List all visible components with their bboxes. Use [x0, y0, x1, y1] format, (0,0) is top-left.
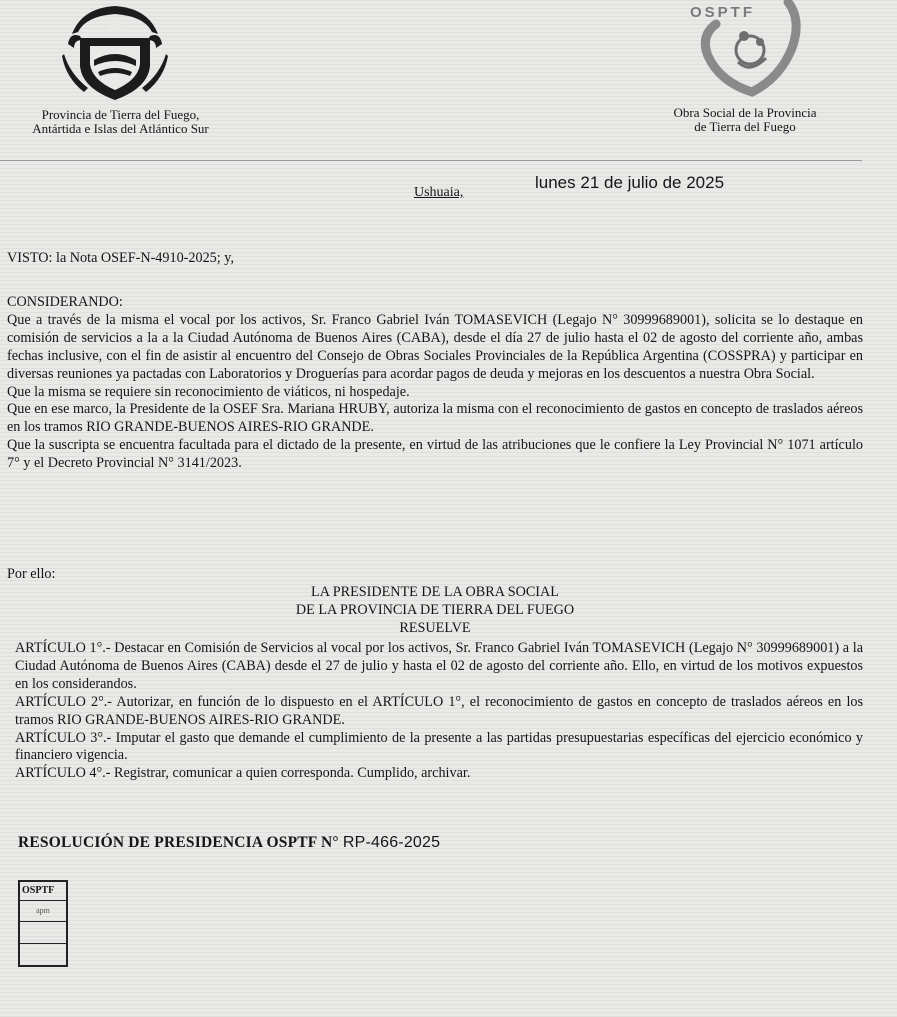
osptf-logo-text: OSPTF	[690, 4, 756, 21]
osptf-logo	[680, 0, 810, 100]
considerando-paragraph: Que en ese marco, la Presidente de la OSEF Sra. Mariana HRUBY, autoriza la misma con el reconocimiento de gastos en concepto de traslados aéreos en los tramos RIO GRANDE-BUENOS AIRES-RIO GRANDE.	[7, 401, 863, 436]
considerando-paragraph: Que a través de la misma el vocal por los activos, Sr. Franco Gabriel Iván TOMASEVICH (Legajo N° 30999689001), solicita se lo destaque en comisión de servicios a la a la Ciudad Autónoma de Buenos Aires (CABA), desde el día 27 de julio hasta el 02 de agosto del corriente año, ambas fechas inclusive, con el fin de asistir al encuentro del Consejo de Obras Sociales Provinciales de la República Argentina (COSSPRA) y participar en diversas reuniones ya pactadas con Laboratorios y Droguerías para acordar pagos de deuda y mejoras en los descuentos a nuestra Obra Social.	[7, 311, 863, 382]
stamp-signature: apm	[20, 901, 66, 922]
os-caption-line1: Obra Social de la Provincia	[673, 105, 817, 120]
stamp-empty-cell	[20, 922, 66, 944]
stamp-header: OSPTF	[20, 882, 66, 901]
place: Ushuaia,	[414, 185, 464, 200]
articulos-section	[15, 640, 863, 783]
por-ello	[7, 566, 863, 584]
province-caption	[8, 108, 233, 136]
authority-line1: LA PRESIDENTE DE LA OBRA SOCIAL	[311, 584, 559, 600]
obra-social-caption	[650, 106, 840, 134]
por-ello-text: Por ello:	[7, 566, 56, 582]
province-coat-of-arms	[60, 4, 170, 104]
header-divider	[0, 160, 862, 161]
visto-text: VISTO: la Nota OSEF-N-4910-2025; y,	[7, 250, 234, 266]
authority-block	[0, 584, 870, 638]
province-caption-line1: Provincia de Tierra del Fuego,	[41, 107, 200, 122]
resuelve-heading: RESUELVE	[399, 619, 471, 636]
authority-line2: DE LA PROVINCIA DE TIERRA DEL FUEGO	[295, 601, 575, 618]
province-caption-line2: Antártida e Islas del Atlántico Sur	[32, 121, 209, 136]
articulo-4: ARTÍCULO 4°.- Registrar, comunicar a quien corresponda. Cumplido, archivar.	[15, 765, 471, 782]
articulo-1: ARTÍCULO 1°.- Destacar en Comisión de Servicios al vocal por los activos, Sr. Franco Gabriel Iván TOMASEVICH (Legajo N° 30999689001) a la Ciudad Autónoma de Buenos Aires (CABA) desde el 27 de julio y hasta el 02 de agosto del corriente año. Ello, en virtud de los motivos expuestos en los considerandos.	[15, 640, 863, 692]
date: lunes 21 de julio de 2025	[535, 173, 725, 192]
stamp-empty-cell	[20, 944, 66, 965]
resolucion-number: RP-466-2025	[342, 834, 441, 851]
initials-stamp-box	[18, 880, 68, 967]
considerando-title: CONSIDERANDO:	[7, 294, 123, 310]
resolucion-title	[18, 834, 440, 852]
considerando-paragraph: Que la misma se requiere sin reconocimiento de viáticos, ni hospedaje.	[7, 383, 410, 400]
resolucion-label: RESOLUCIÓN DE PRESIDENCIA OSPTF N°	[18, 834, 339, 851]
articulo-2: ARTÍCULO 2°.- Autorizar, en función de lo dispuesto en el ARTÍCULO 1°, el reconocimiento de gastos en concepto de traslados aéreos en los tramos RIO GRANDE-BUENOS AIRES-RIO GRANDE.	[15, 693, 863, 728]
considerando-section	[7, 294, 863, 473]
considerando-paragraph: Que la suscripta se encuentra facultada para el dictado de la presente, en virtud de las atribuciones que le confiere la Ley Provincial N° 1071 artículo 7° y el Decreto Provincial N° 3141/2023.	[7, 437, 863, 472]
os-caption-line2: de Tierra del Fuego	[694, 119, 796, 134]
visto	[7, 250, 863, 268]
articulo-3: ARTÍCULO 3°.- Imputar el gasto que demande el cumplimiento de la presente a las partidas presupuestarias específicas del ejercicio económico y financiero vigencia.	[15, 729, 863, 764]
